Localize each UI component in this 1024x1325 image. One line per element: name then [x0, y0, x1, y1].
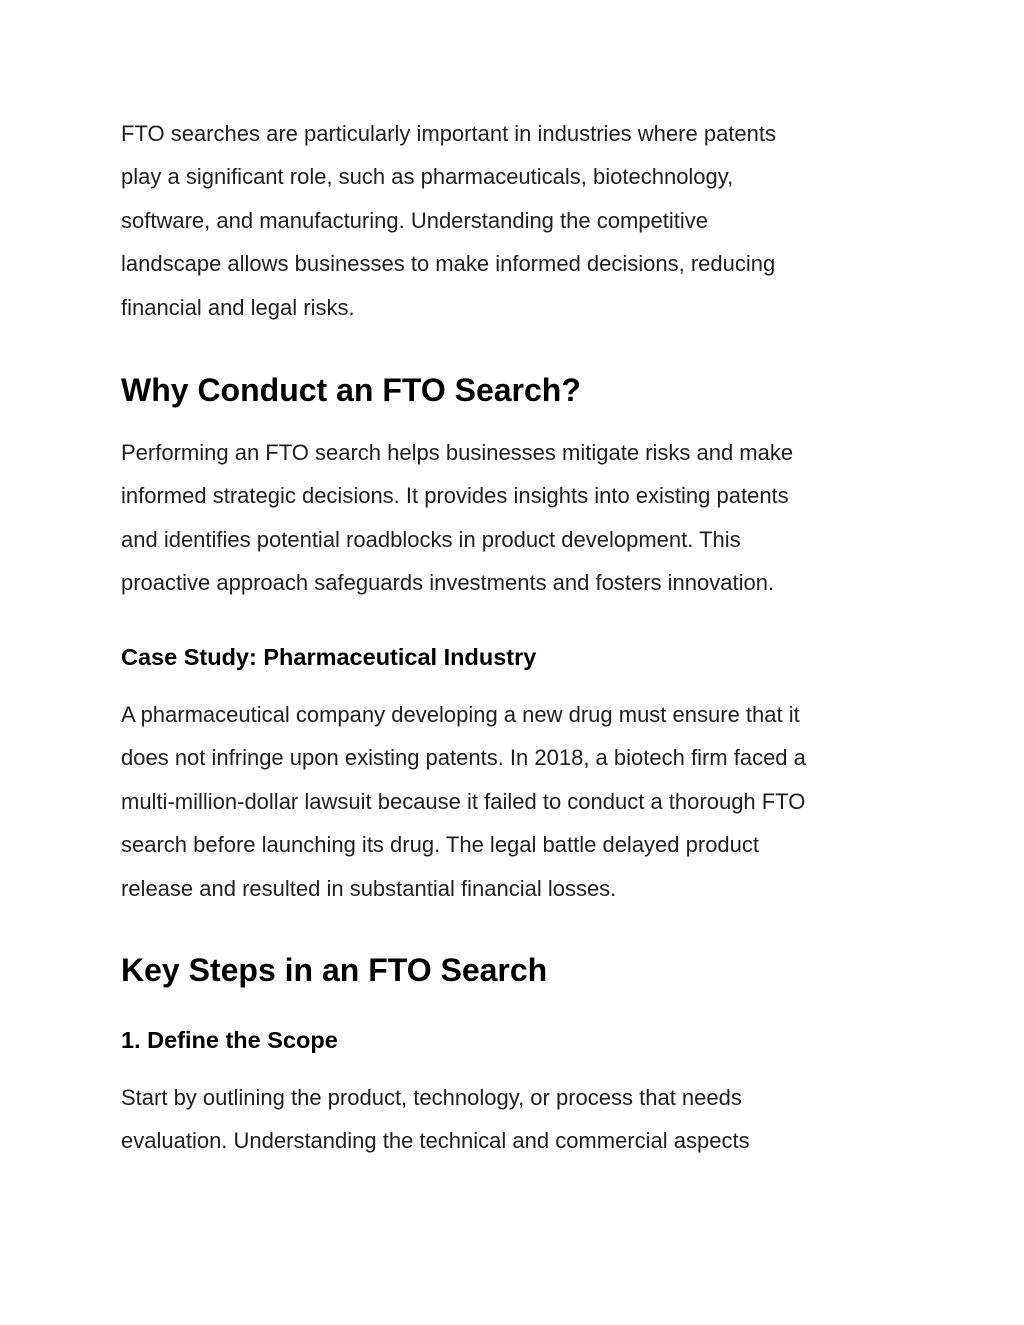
paragraph-line: financial and legal risks.: [121, 294, 355, 320]
paragraph-line: and identifies potential roadblocks in product development. This: [121, 526, 741, 552]
case-study-heading: Case Study: Pharmaceutical Industry: [121, 644, 537, 670]
paragraph-line: A pharmaceutical company developing a new drug must ensure that it: [121, 702, 800, 727]
define-scope-paragraph: [121, 1076, 921, 1163]
paragraph-line: search before launching its drug. The legal battle delayed product: [121, 832, 760, 858]
why-conduct-heading: Why Conduct an FTO Search?: [121, 372, 581, 408]
paragraph-line: software, and manufacturing. Understanding the competitive: [121, 207, 708, 233]
key-steps-heading: Key Steps in an FTO Search: [121, 952, 548, 988]
paragraph-line: Performing an FTO search helps businesses mitigate risks and make: [121, 440, 794, 465]
paragraph-line: multi-million-dollar lawsuit because it failed to conduct a thorough FTO: [121, 788, 806, 814]
intro-paragraph: [121, 112, 921, 329]
paragraph-line: Start by outlining the product, technology, or process that needs: [121, 1085, 742, 1110]
paragraph-line: play a significant role, such as pharmaceuticals, biotechnology,: [121, 164, 734, 190]
paragraph-line: does not infringe upon existing patents. In 2018, a biotech firm faced a: [121, 745, 806, 771]
paragraph-line: landscape allows businesses to make informed decisions, reducing: [121, 251, 776, 277]
paragraph-line: release and resulted in substantial financial losses.: [121, 875, 617, 901]
define-scope-heading: 1. Define the Scope: [121, 1027, 338, 1053]
paragraph-line: proactive approach safeguards investments and fosters innovation.: [121, 570, 775, 596]
paragraph-line: informed strategic decisions. It provides insights into existing patents: [121, 483, 789, 509]
paragraph-line: FTO searches are particularly important in industries where patents: [121, 121, 776, 146]
why-conduct-paragraph: [121, 431, 921, 605]
case-study-paragraph: [121, 693, 921, 910]
paragraph-line: evaluation. Understanding the technical and commercial aspects: [121, 1128, 750, 1154]
